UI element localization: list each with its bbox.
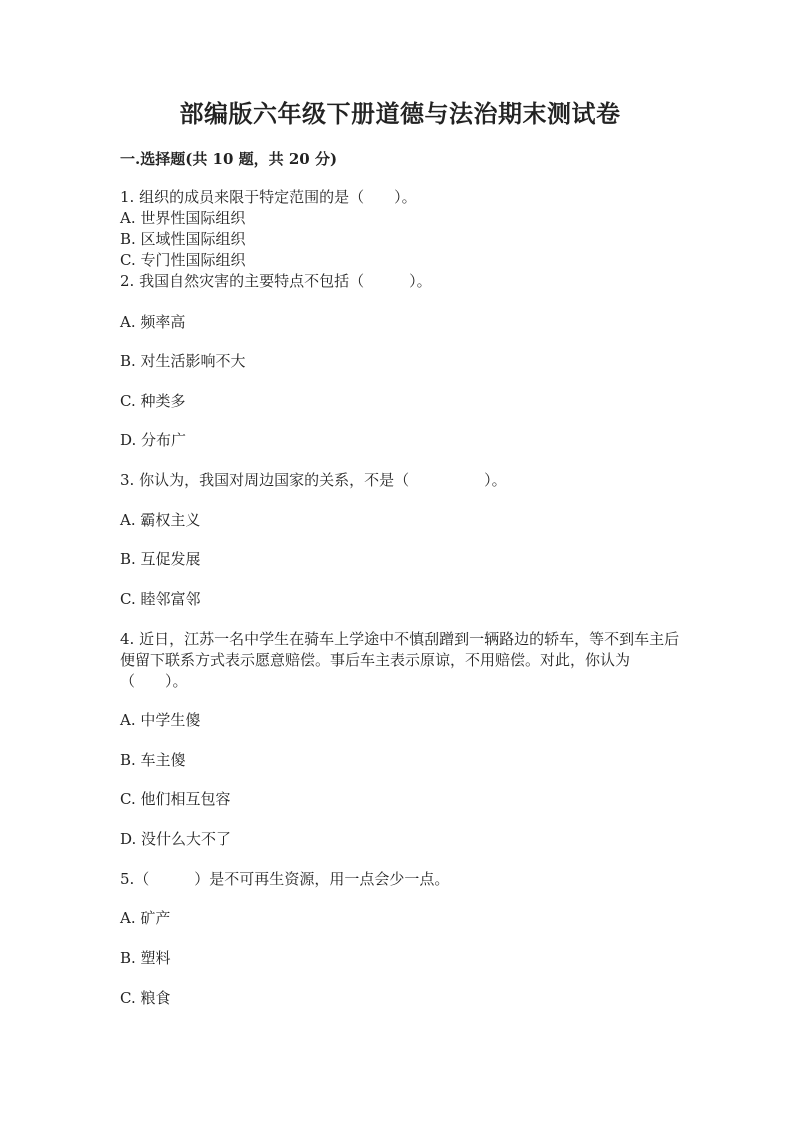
question-2-option-c: C. 种类多 xyxy=(120,392,186,410)
question-2-option-a: A. 频率高 xyxy=(120,313,186,331)
question-2-option-b: B. 对生活影响不大 xyxy=(120,352,246,370)
question-3-option-b: B. 互促发展 xyxy=(120,550,201,568)
question-5-option-c: C. 粮食 xyxy=(120,989,171,1007)
question-4-option-a: A. 中学生傻 xyxy=(120,711,201,729)
question-2-stem: 2. 我国自然灾害的主要特点不包括（ ）。 xyxy=(120,272,432,290)
question-4-option-d: D. 没什么大不了 xyxy=(120,830,232,848)
question-3-option-c: C. 睦邻富邻 xyxy=(120,590,201,608)
question-3-stem: 3. 你认为，我国对周边国家的关系，不是（ ）。 xyxy=(120,471,507,489)
question-2-option-d: D. 分布广 xyxy=(120,431,187,449)
question-1-option-a: A. 世界性国际组织 xyxy=(120,209,246,227)
question-4-stem: 4. 近日，江苏一名中学生在骑车上学途中不慎刮蹭到一辆路边的轿车，等不到车主后便留下联系方式表示愿意赔偿。事后车主表示原谅，不用赔偿。对此，你认为（ ）。 xyxy=(120,630,680,690)
question-1-option-b: B. 区域性国际组织 xyxy=(120,230,246,248)
question-3-option-a: A. 霸权主义 xyxy=(120,511,201,529)
question-5-option-b: B. 塑料 xyxy=(120,949,171,967)
question-5-stem: 5.（ ）是不可再生资源，用一点会少一点。 xyxy=(120,870,450,888)
question-4-option-c: C. 他们相互包容 xyxy=(120,790,231,808)
question-1-option-c: C. 专门性国际组织 xyxy=(120,251,246,269)
question-5-option-a: A. 矿产 xyxy=(120,909,171,927)
section-heading: 一.选择题(共 10 题，共 20 分) xyxy=(120,150,338,168)
question-1-stem: 1. 组织的成员来限于特定范围的是（ ）。 xyxy=(120,188,417,206)
question-4-option-b: B. 车主傻 xyxy=(120,751,186,769)
page-title: 部编版六年级下册道德与法治期末测试卷 xyxy=(179,99,621,128)
